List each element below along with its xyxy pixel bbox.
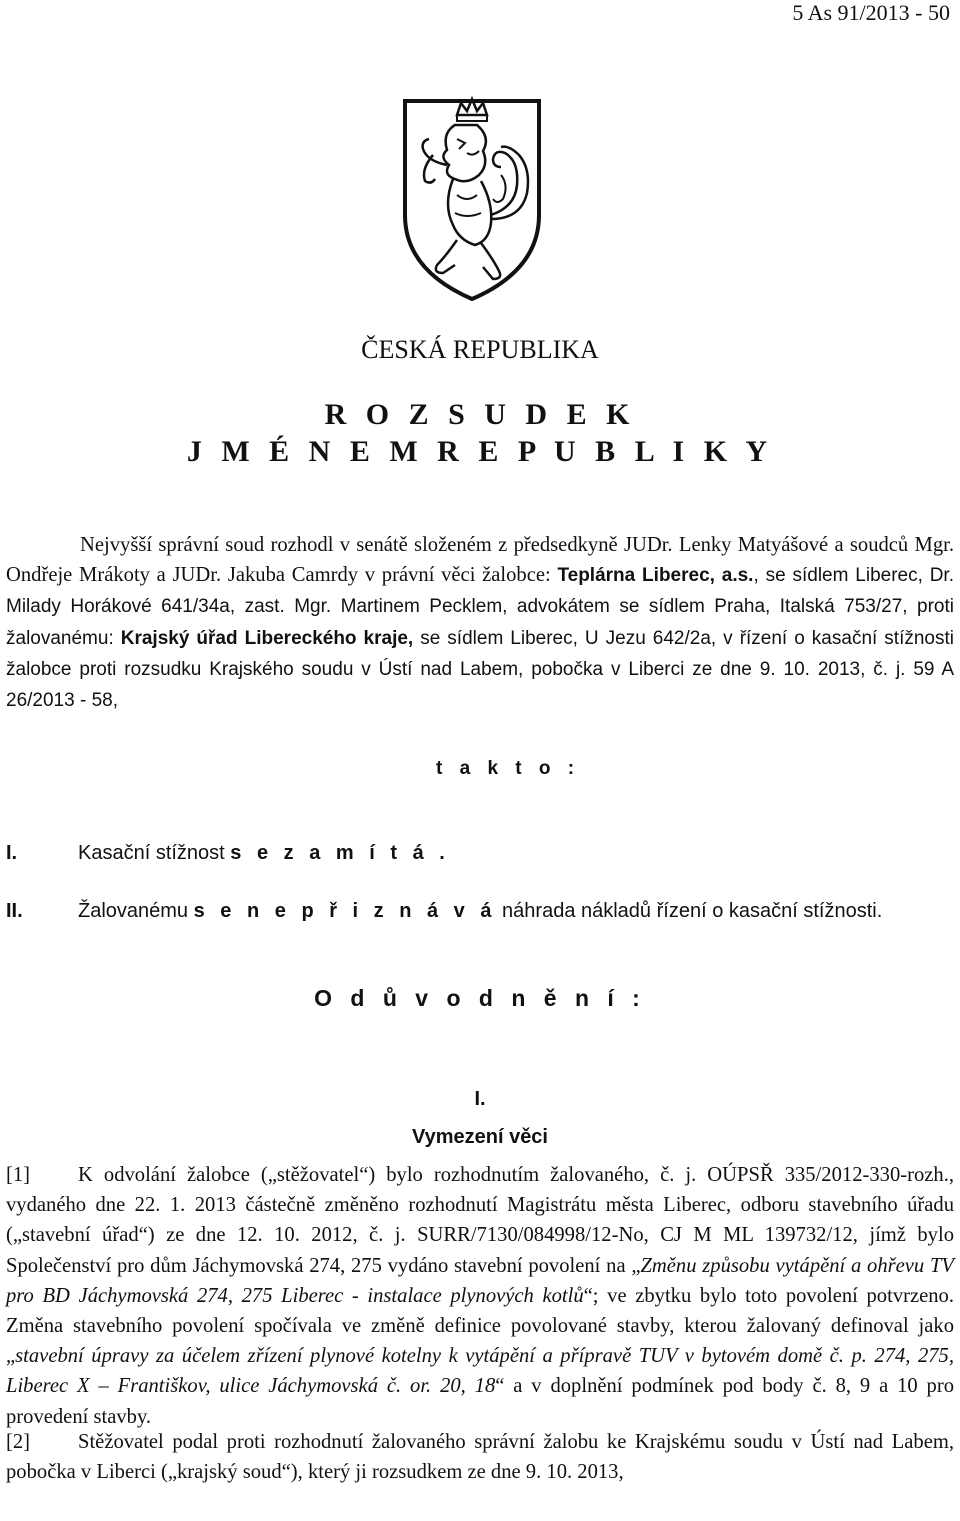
intro-text-2: , se sídlem Liberec, Dr. Milady Horákové 641/34a, zast. Mgr. Martinem Pecklem, advokátem se sídlem Praha, Italská 753/27, proti žalovanému:: [6, 565, 954, 649]
case-number: 5 As 91/2013 - 50: [792, 0, 950, 25]
verdict-text: Kasační stížnost: [78, 842, 231, 864]
paragraph-text: Stěžovatel podal proti rozhodnutí žalovaného správní žalobu ke Krajskému soudu v Ústí nad Labem, pobočka v Liberci („krajský soud“), který ji rozsudkem ze dne 9. 10. 2013,: [6, 1431, 954, 1484]
paragraph-1: [6, 1160, 954, 1432]
verdict-emphasis: s e z a m í t á .: [230, 842, 450, 864]
verdict-emphasis: s e n e p ř i z n á v á: [193, 900, 497, 922]
verdict-number: II.: [6, 900, 23, 922]
intro-text-1: Nejvyšší správní soud rozhodl v senátě složeném z předsedkyně JUDr. Lenky Matyášové a soudců Mgr. Ondřeje Mrákoty a JUDr. Jakuba Camrdy v právní věci žalobce:: [6, 534, 954, 587]
reasoning-heading: O d ů v o d n ě n í :: [314, 985, 646, 1011]
paragraph-text: “ a v doplnění podmínek pod body č. 8, 9 a 10 pro provedení stavby.: [6, 1375, 955, 1428]
judgment-subtitle: J M É N E M R E P U B L I K Y: [186, 435, 774, 468]
paragraph-text: K odvolání žalobce („stěžovatel“) bylo rozhodnutím žalovaného, č. j. OÚPSŘ 335/2012-330-rozh., vydaného dne 22. 1. 2013 částečně změněno rozhodnutí Magistrátu města Liberec, odboru stavebního úřadu („stavební úřad“) ze dne 12. 10. 2012, č. j. SURR/7130/084998/12-No, CJ M ML 139732/12, jímž bylo Společenství pro dům Jáchymovská 274, 275 vydáno stavební povolení na „: [6, 1164, 954, 1277]
coat-of-arms-icon: [397, 95, 547, 305]
intro-paragraph: [6, 530, 954, 716]
paragraph-quote: stavební úpravy za účelem zřízení plynové kotelny k vytápění a přípravě TUV v bytovém domě č. p. 274, 275, Liberec X – Františkov, ulice Jáchymovská č. or. 20, 18: [6, 1345, 954, 1398]
intro-text-3: se sídlem Liberec, U Jezu 642/2a, v řízení o kasační stížnosti žalobce proti rozsudku Krajského soudu v Ústí nad Labem, pobočka v Liberci ze dne 9. 10. 2013, č. j. 59 A 26/2013 - 58,: [6, 627, 954, 712]
paragraph-number: [2]: [6, 1431, 31, 1453]
verdict-item-2: [6, 900, 882, 923]
verdict-item-1: [6, 842, 450, 865]
verdict-number: I.: [6, 842, 18, 864]
takto-heading: t a k t o :: [436, 758, 581, 779]
paragraph-number: [1]: [6, 1164, 31, 1186]
plaintiff-name: Teplárna Liberec, a.s.: [557, 565, 754, 587]
defendant-name: Krajský úřad Libereckého kraje,: [120, 627, 414, 649]
verdict-text: náhrada nákladů řízení o kasační stížnosti.: [496, 900, 883, 922]
paragraph-2: [6, 1427, 954, 1487]
section-number: I.: [474, 1088, 486, 1110]
verdict-text: Žalovanému: [78, 900, 194, 922]
section-title: Vymezení věci: [411, 1126, 548, 1148]
judgment-title: R O Z S U D E K: [324, 398, 636, 431]
paragraph-text: “; ve zbytku bylo toto povolení potvrzeno. Změna stavebního povolení spočívala ve změně definice povolované stavby, kterou žalovaný definoval jako „: [6, 1284, 955, 1368]
country-heading: ČESKÁ REPUBLIKA: [361, 335, 599, 364]
paragraph-quote: Změnu způsobu vytápění a ohřevu TV pro BD Jáchymovská 274, 275 Liberec - instalace plynových kotlů: [6, 1254, 954, 1307]
